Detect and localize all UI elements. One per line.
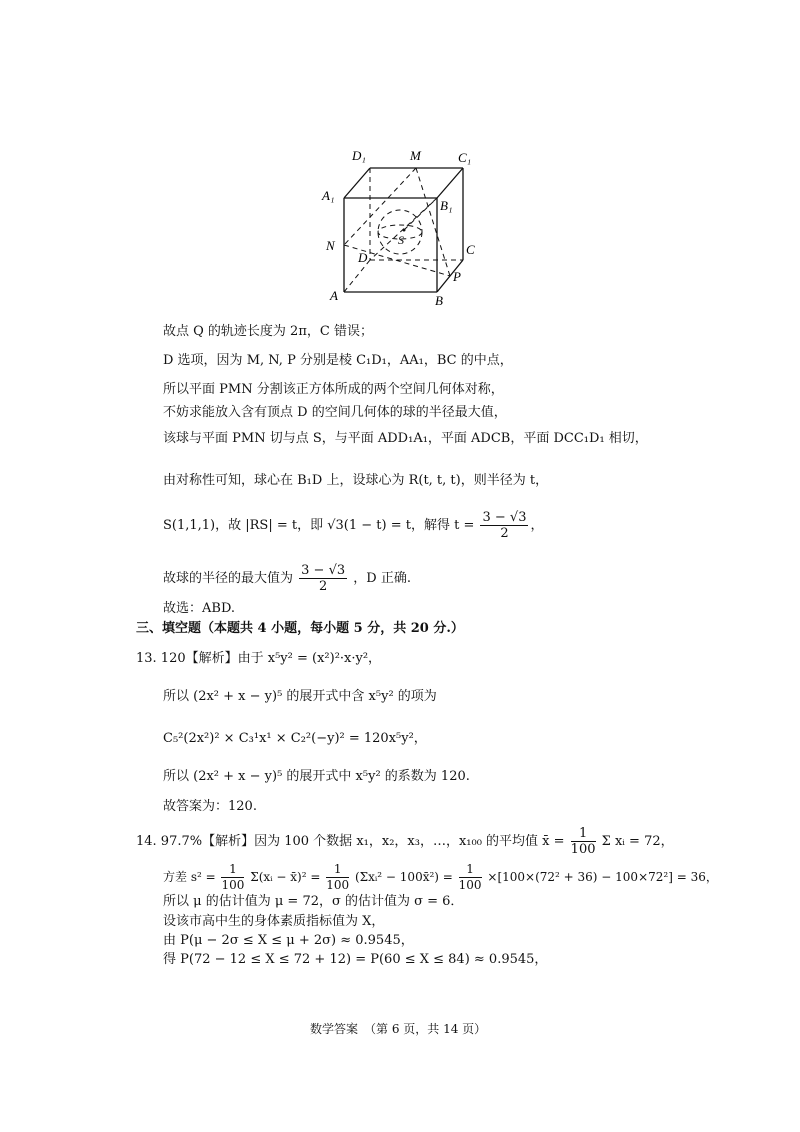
- text-line: D 选项，因为 M, N, P 分别是棱 C₁D₁，AA₁，BC 的中点，: [163, 353, 513, 368]
- numerator: 1: [571, 826, 596, 842]
- denominator: 100: [458, 878, 482, 892]
- text-fragment: 故球的半径的最大值为: [163, 571, 294, 586]
- section-heading: 三、填空题（本题共 4 小题，每小题 5 分，共 20 分.）: [136, 621, 464, 636]
- label-P: P: [453, 269, 461, 284]
- label-B: B: [435, 293, 443, 308]
- label-N: N: [326, 238, 335, 253]
- label-A: A: [330, 288, 338, 303]
- text-fragment: ，D 正确.: [353, 571, 411, 586]
- label-M: M: [410, 148, 421, 163]
- edge-A1D1: [344, 168, 370, 198]
- text-line: 所以平面 PMN 分割该正方体所成的两个空间几何体对称，: [163, 382, 504, 397]
- fraction: [221, 862, 244, 893]
- text-line-solution-t: S(1,1,1)，故 |RS| = t，即 √3(1 − t) = t，解得 t = $\frac{3 - √3}{2}$ ，: [163, 510, 544, 541]
- text-line-max-radius: [163, 563, 411, 594]
- text-fragment: Σ xᵢ = 72，: [601, 834, 674, 849]
- text-line: 由 P(μ − 2σ ≤ X ≤ μ + 2σ) ≈ 0.9545，: [163, 933, 414, 948]
- fraction: [459, 862, 482, 893]
- text-line: 所以 (2x² + x − y)⁵ 的展开式中含 x⁵y² 的项为: [163, 689, 437, 704]
- text-line-q14: [136, 826, 674, 857]
- line-MN: [344, 168, 416, 245]
- numerator: 1: [221, 862, 244, 878]
- text-fragment: 方差 s² =: [163, 870, 216, 884]
- numerator: 3 − √3: [482, 510, 527, 525]
- text-line: 由对称性可知，球心在 B₁D 上，设球心为 R(t, t, t)，则半径为 t，: [163, 473, 549, 488]
- page-footer: 数学答案 （第 6 页，共 14 页）: [310, 1022, 487, 1036]
- denominator: 100: [570, 842, 596, 857]
- label-D: D: [358, 250, 368, 265]
- numerator: 3 − √3: [301, 563, 346, 578]
- text-line: 得 P(72 − 12 ≤ X ≤ 72 + 12) = P(60 ≤ X ≤ 84) ≈ 0.9545，: [163, 952, 548, 967]
- text-line: 所以 (2x² + x − y)⁵ 的展开式中 x⁵y² 的系数为 120.: [163, 769, 470, 784]
- label-D1: D₁: [352, 148, 366, 163]
- text-fragment: (Σxᵢ² − 100x̄²) =: [354, 870, 453, 884]
- denominator: 2: [319, 579, 328, 594]
- text-line: 设该市高中生的身体素质指标值为 X，: [163, 914, 385, 929]
- text-line: 不妨求能放入含有顶点 D 的空间几何体的球的半径最大值，: [163, 405, 507, 420]
- numerator: 1: [459, 862, 482, 878]
- text-line: 故答案为：120.: [163, 799, 257, 814]
- denominator: 100: [326, 878, 350, 892]
- label-C1: C₁: [458, 150, 472, 165]
- text-line: 故点 Q 的轨迹长度为 2π，C 错误；: [163, 324, 373, 339]
- text-line: 所以 μ 的估计值为 μ = 72，σ 的估计值为 σ = 6．: [163, 894, 464, 909]
- fraction: [571, 826, 596, 857]
- text-fragment: Σ(xᵢ − x̄)² =: [250, 870, 321, 884]
- label-C: C: [466, 242, 475, 257]
- cube-figure: [320, 140, 490, 310]
- text-fragment: ×[100×(72² + 36) − 100×72²] = 36，: [487, 870, 718, 884]
- text-line: 该球与平面 PMN 切与点 S，与平面 ADD₁A₁，平面 ADCB，平面 DCC₁D₁ 相切，: [163, 431, 648, 446]
- sphere: [378, 210, 422, 254]
- label-B1: B₁: [440, 198, 453, 213]
- label-A1: A₁: [322, 188, 335, 203]
- equation-line: C₅²(2x²)² × C₃¹x¹ × C₂²(−y)² = 120x⁵y²，: [163, 731, 427, 746]
- point-S: [403, 229, 406, 232]
- text-line-variance: [163, 862, 718, 893]
- text-fragment: 14. 97.7%【解析】因为 100 个数据 x₁，x₂，x₃，…，x₁₀₀ 的平均值 x̄ =: [136, 834, 565, 849]
- text-line: 13. 120【解析】由于 x⁵y² = (x²)²·x·y²，: [136, 651, 382, 666]
- equation-text: S(1,1,1)，故 |RS| = t，即 √3(1 − t) = t，解得 t =: [163, 518, 475, 533]
- fraction: [299, 563, 347, 594]
- text-line: 故选：ABD.: [163, 601, 236, 616]
- fraction: [480, 510, 528, 541]
- numerator: 1: [326, 862, 349, 878]
- edge-B1C1: [437, 168, 463, 198]
- fraction: [326, 862, 349, 893]
- denominator: 100: [221, 878, 245, 892]
- denominator: 2: [500, 526, 509, 541]
- label-S: S: [398, 233, 404, 247]
